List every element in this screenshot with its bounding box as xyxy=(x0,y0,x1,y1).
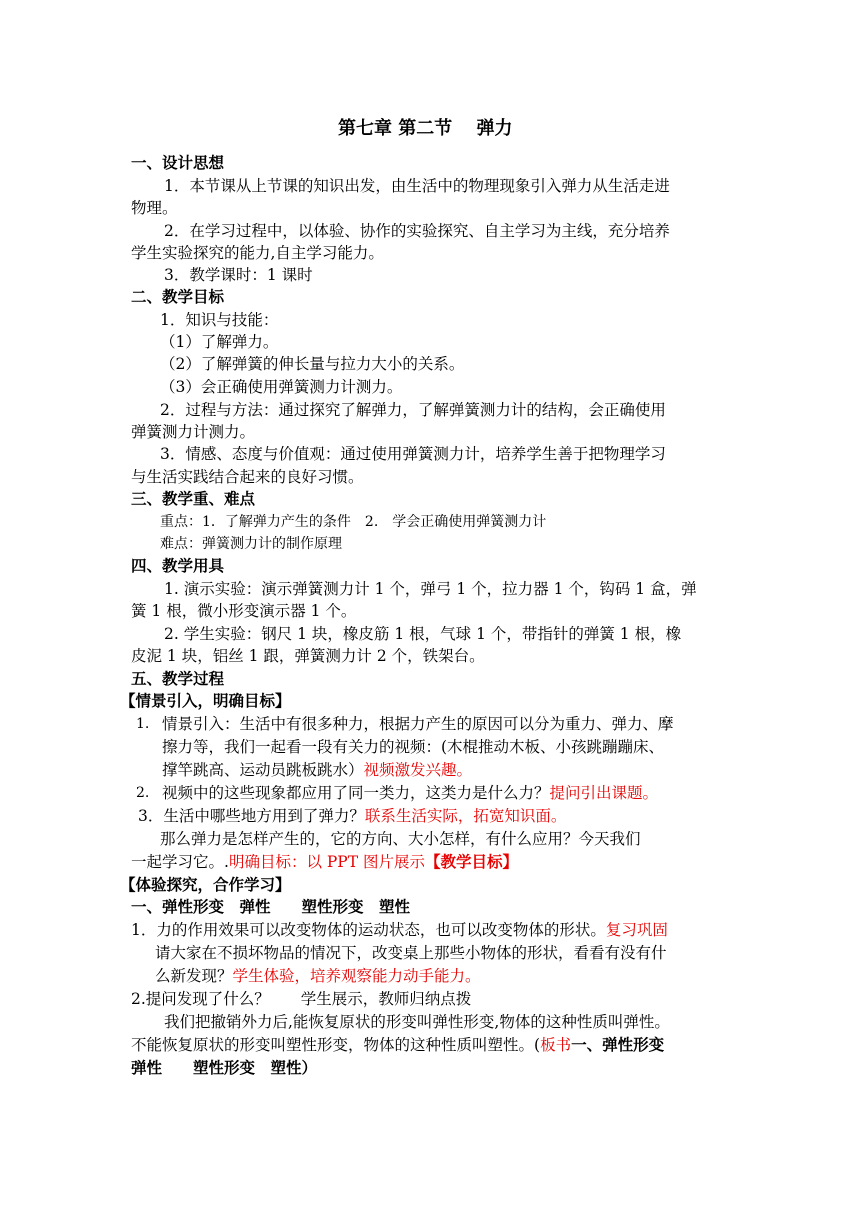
text-span: 视频中的这些现象都应用了同一类力，这类力是什么力？ xyxy=(162,784,550,802)
section-heading-design: 一、设计思想 xyxy=(131,153,225,172)
paragraph-line xyxy=(131,851,518,873)
paragraph-line: 物理。 xyxy=(131,199,178,217)
paragraph-line: 难点：弹簧测力计的制作原理 xyxy=(160,536,342,552)
subheading-intro: 【情景引入，明确目标】 xyxy=(120,691,291,710)
section-heading-goals: 二、教学目标 xyxy=(131,287,225,306)
paragraph-line: 那么弹力是怎样产生的，它的方向、大小怎样，有什么应用？今天我们 xyxy=(160,830,641,848)
board-text: 一、弹性形变 xyxy=(571,1035,665,1054)
board-text: 弹性 塑性形变 塑性） xyxy=(131,1058,318,1077)
paragraph-line: 1. 演示实验：演示弹簧测力计 1 个，弹弓 1 个，拉力器 1 个，钩码 1 盒，弹 xyxy=(164,580,697,598)
paragraph-line xyxy=(131,1034,664,1056)
subheading-explore: 【体验探究，合作学习】 xyxy=(120,875,291,894)
paragraph-line: 3．情感、态度与价值观：通过使用弹簧测力计，培养学生善于把物理学习 xyxy=(160,445,666,463)
section-heading-keypoints: 三、教学重、难点 xyxy=(131,489,256,508)
list-item: （2）了解弹簧的伸长量与拉力大小的关系。 xyxy=(160,355,465,373)
text-span: 撑竿跳高、运动员跳板跳水） xyxy=(162,761,364,779)
list-item: （3）会正确使用弹簧测力计测力。 xyxy=(160,378,403,396)
paragraph-line: 2．过程与方法：通过探究了解弹力，了解弹簧测力计的结构，会正确使用 xyxy=(160,401,666,419)
paragraph-line: 学生实验探究的能力,自主学习能力。 xyxy=(131,244,384,262)
paragraph-line: 与生活实践结合起来的良好习惯。 xyxy=(131,468,364,486)
list-number: 1. xyxy=(136,716,150,732)
paragraph-line xyxy=(162,759,472,781)
section-heading-process: 五、教学过程 xyxy=(131,669,225,688)
list-number: 2. xyxy=(136,785,150,801)
teaching-note: 联系生活实际，拓宽知识面。 xyxy=(364,807,567,825)
text-span: 不能恢复原状的形变叫塑性形变，物体的这种性质叫塑性。( xyxy=(131,1036,541,1054)
paragraph-line: 弹簧测力计测力。 xyxy=(131,423,256,441)
paragraph-line: 2.提问发现了什么？ 学生展示，教师归纳点拨 xyxy=(131,990,472,1008)
paragraph-line: 2. 学生实验：钢尺 1 块，橡皮筋 1 根，气球 1 个，带指针的弹簧 1 根，橡 xyxy=(164,625,682,643)
teaching-note: 提问引出课题。 xyxy=(549,784,659,802)
page-title: 第七章 第二节 弹力 xyxy=(338,118,513,139)
paragraph-line: 1．知识与技能： xyxy=(160,311,279,329)
paragraph-line xyxy=(155,965,481,987)
teaching-note: 视频激发兴趣。 xyxy=(363,761,473,779)
text-span: 么新发现？ xyxy=(155,967,233,985)
text-span: 3．生活中哪些地方用到了弹力？ xyxy=(138,807,365,825)
teaching-note: 学生体验，培养观察能力动手能力。 xyxy=(232,967,481,985)
paragraph-line: 重点：1．了解弹力产生的条件 2. 学会正确使用弹簧测力计 xyxy=(160,514,547,530)
teaching-note: 明确目标：以 PPT 图片展示 xyxy=(228,853,425,871)
paragraph-line: 情景引入：生活中有很多种力，根据力产生的原因可以分为重力、弹力、摩 xyxy=(162,715,674,733)
paragraph-line: 请大家在不损坏物品的情况下，改变桌上那些小物体的形状，看看有没有什 xyxy=(155,944,667,962)
teaching-note-bold: 【教学目标】 xyxy=(425,852,519,871)
topic-heading: 一、弹性形变 弹性 塑性形变 塑性 xyxy=(131,897,411,916)
paragraph-line xyxy=(131,919,668,941)
text-span: 一起学习它。. xyxy=(131,853,229,871)
paragraph-line: 擦力等，我们一起看一段有关力的视频：(木棍推动木板、小孩跳蹦蹦床、 xyxy=(162,738,665,756)
paragraph-line xyxy=(162,782,658,804)
teaching-note: 复习巩固 xyxy=(605,921,668,939)
list-item: （1）了解弹力。 xyxy=(160,333,279,351)
teaching-note: 板书 xyxy=(540,1036,572,1054)
paragraph-line: 1．本节课从上节课的知识出发，由生活中的物理现象引入弹力从生活走进 xyxy=(164,177,670,195)
paragraph-line: 我们把撤销外力后,能恢复原状的形变叫弹性形变,物体的这种性质叫弹性。 xyxy=(164,1013,670,1031)
paragraph-line: 2．在学习过程中，以体验、协作的实验探究、自主学习为主线，充分培养 xyxy=(164,222,670,240)
paragraph-line: 3．教学课时：1 课时 xyxy=(164,266,313,284)
paragraph-line: 皮泥 1 块，铝丝 1 跟，弹簧测力计 2 个，铁架台。 xyxy=(131,647,485,665)
text-span: 1．力的作用效果可以改变物体的运动状态，也可以改变物体的形状。 xyxy=(131,921,606,939)
paragraph-line: 簧 1 根，微小形变演示器 1 个。 xyxy=(131,602,357,620)
section-heading-tools: 四、教学用具 xyxy=(131,556,225,575)
paragraph-line xyxy=(138,805,566,827)
